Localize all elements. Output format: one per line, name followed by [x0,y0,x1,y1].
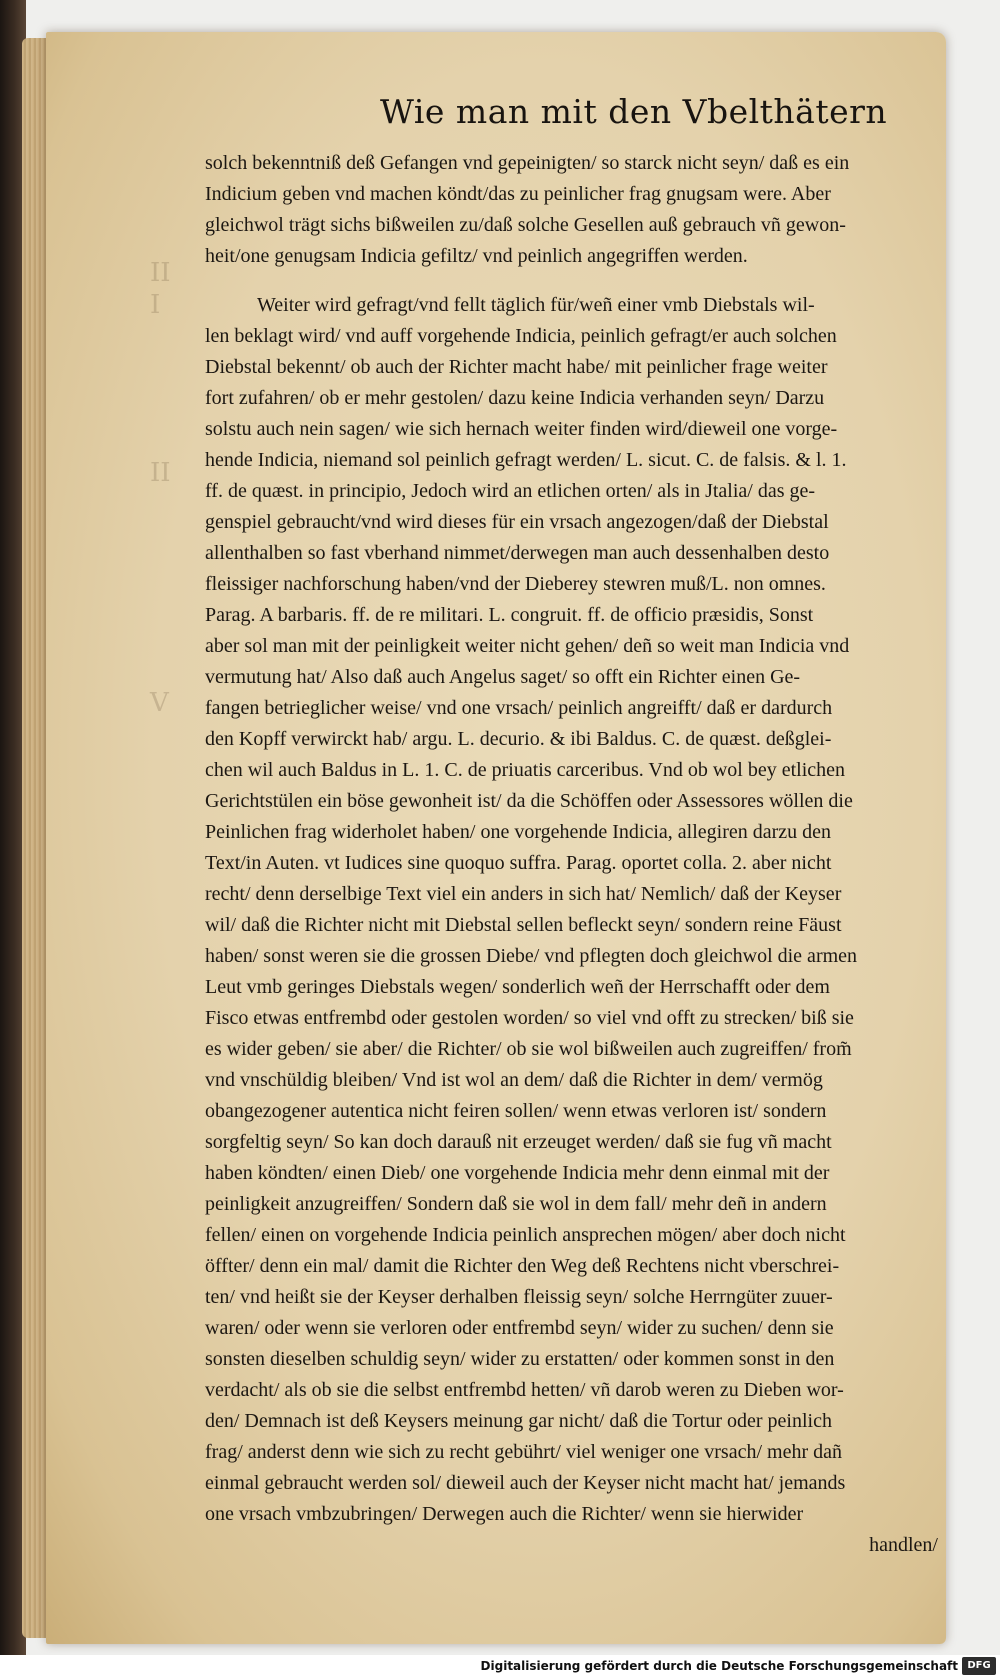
paragraph-1 [205,148,938,272]
text-line: obangezogener autentica nicht feiren sollen/ wenn etwas verloren ist/ sondern [205,1100,827,1122]
page-text [205,148,938,1561]
text-line: öffter/ denn ein mal/ damit die Richter den Weg deß Rechtens nicht vberschrei- [205,1255,840,1277]
text-line: frag/ anderst denn wie sich zu recht gebührt/ viel weniger one vrsach/ mehr dañ [205,1441,842,1463]
text-line: Parag. A barbaris. ff. de re militari. L. congruit. ff. de officio præsidis, Sonst [205,604,814,626]
show-through-mark: V [150,688,169,718]
show-through-mark: II [150,258,171,288]
text-line: den Kopff verwirckt hab/ argu. L. decurio. & ibi Baldus. C. de quæst. deßglei- [205,728,832,750]
paragraph-2 [205,290,938,1530]
text-line: waren/ oder wenn sie verloren oder entfrembd seyn/ wider zu suchen/ denn sie [205,1317,834,1339]
dfg-logo: DFG [962,1657,996,1675]
text-line: haben/ sonst weren sie die grossen Diebe/ vnd pflegten doch gleichwol die armen [205,945,858,967]
text-line: one vrsach vmbzubringen/ Derwegen auch die Richter/ wenn sie hierwider [205,1503,804,1525]
text-line: hende Indicia, niemand sol peinlich gefragt werden/ L. sicut. C. de falsis. & l. 1. [205,449,847,471]
text-line: Peinlichen frag widerholet haben/ one vorgehende Indicia, allegiren darzu den [205,821,832,843]
text-line: es wider geben/ sie aber/ die Richter/ ob sie wol bißweilen auch zugreiffen/ from̃ [205,1038,852,1060]
text-line: fleissiger nachforschung haben/vnd der Dieberey stewren muß/L. non omnes. [205,573,826,595]
text-line: gleichwol trägt sichs bißweilen zu/daß solche Gesellen auß gebrauch vñ gewon- [205,214,846,236]
funding-note: Digitalisierung gefördert durch die Deutsche Forschungsgemeinschaft [480,1659,958,1673]
footer-bar [0,1655,1000,1678]
text-line: verdacht/ als ob sie die selbst entfrembd hetten/ vñ darob weren zu Dieben wor- [205,1379,844,1401]
text-line: solch bekenntniß deß Gefangen vnd gepeinigten/ so starck nicht seyn/ daß es ein [205,152,850,174]
text-line: Fisco etwas entfrembd oder gestolen worden/ so viel vnd offt zu strecken/ biß sie [205,1007,854,1029]
text-line: allenthalben so fast vberhand nimmet/derwegen man auch dessenhalben desto [205,542,830,564]
text-line: fort zufahren/ ob er mehr gestolen/ dazu keine Indicia verhanden seyn/ Darzu [205,387,825,409]
text-line: vnd vnschüldig bleiben/ Vnd ist wol an dem/ daß die Richter in dem/ vermög [205,1069,823,1091]
text-line: Leut vmb geringes Diebstals wegen/ sonderlich weñ der Herrschafft oder dem [205,976,830,998]
text-line: Weiter wird gefragt/vnd fellt täglich für/weñ einer vmb Diebstals wil- [257,294,815,316]
text-line: sorgfeltig seyn/ So kan doch darauß nit erzeuget werden/ daß sie fug vñ macht [205,1131,832,1153]
text-line: den/ Demnach ist deß Keysers meinung gar nicht/ daß die Tortur oder peinlich [205,1410,832,1432]
show-through-mark: II [150,458,171,488]
text-line: ff. de quæst. in principio, Jedoch wird an etlichen orten/ als in Jtalia/ das ge- [205,480,816,502]
text-line: wil/ daß die Richter nicht mit Diebstal sellen befleckt seyn/ sondern reine Fäust [205,914,842,936]
text-line: heit/one genugsam Indicia gefiltz/ vnd peinlich angegriffen werden. [205,245,748,267]
text-line: fellen/ einen on vorgehende Indicia peinlich ansprechen mögen/ aber doch nicht [205,1224,846,1246]
text-line: Indicium geben vnd machen köndt/das zu peinlicher frag gnugsam were. Aber [205,183,831,205]
text-line: genspiel gebraucht/vnd wird dieses für ein vrsach angezogen/daß der Diebstal [205,511,829,533]
text-line: Gerichtstülen ein böse gewonheit ist/ da die Schöffen oder Assessores wöllen die [205,790,853,812]
show-through-mark: I [150,290,161,320]
text-line: Diebstal bekennt/ ob auch der Richter macht habe/ mit peinlicher frage weiter [205,356,828,378]
text-line: haben köndten/ einen Dieb/ one vorgehende Indicia mehr denn einmal mit der [205,1162,830,1184]
text-line: aber sol man mit der peinligkeit weiter nicht gehen/ deñ so weit man Indicia vnd [205,635,850,657]
text-line: vermutung hat/ Also daß auch Angelus saget/ so offt ein Richter einen Ge- [205,666,801,688]
running-title: Wie man mit den Vbelthätern [380,92,888,131]
paragraph-gap [205,272,938,290]
text-line: chen wil auch Baldus in L. 1. C. de priuatis carceribus. Vnd ob wol bey etlichen [205,759,846,781]
text-line: len beklagt wird/ vnd auff vorgehende Indicia, peinlich gefragt/er auch solchen [205,325,837,347]
text-line: solstu auch nein sagen/ wie sich hernach weiter finden wird/dieweil one vorge- [205,418,838,440]
text-line: peinligkeit anzugreiffen/ Sondern daß sie wol in dem fall/ mehr deñ in andern [205,1193,827,1215]
text-line: Text/in Auten. vt Iudices sine quoquo suffra. Parag. oportet colla. 2. aber nicht [205,852,832,874]
text-line: einmal gebraucht werden sol/ dieweil auch der Keyser nicht macht hat/ jemands [205,1472,846,1494]
catchword: handlen/ [869,1534,938,1556]
text-line: fangen betrieglicher weise/ vnd one vrsach/ peinlich angreifft/ daß er dardurch [205,697,833,719]
text-line: recht/ denn derselbige Text viel ein anders in sich hat/ Nemlich/ daß der Keyser [205,883,842,905]
text-line: ten/ vnd heißt sie der Keyser derhalben fleissig seyn/ solche Herrngüter zuuer- [205,1286,833,1308]
text-line: sonsten dieselben schuldig seyn/ wider zu erstatten/ oder kommen sonst in den [205,1348,835,1370]
